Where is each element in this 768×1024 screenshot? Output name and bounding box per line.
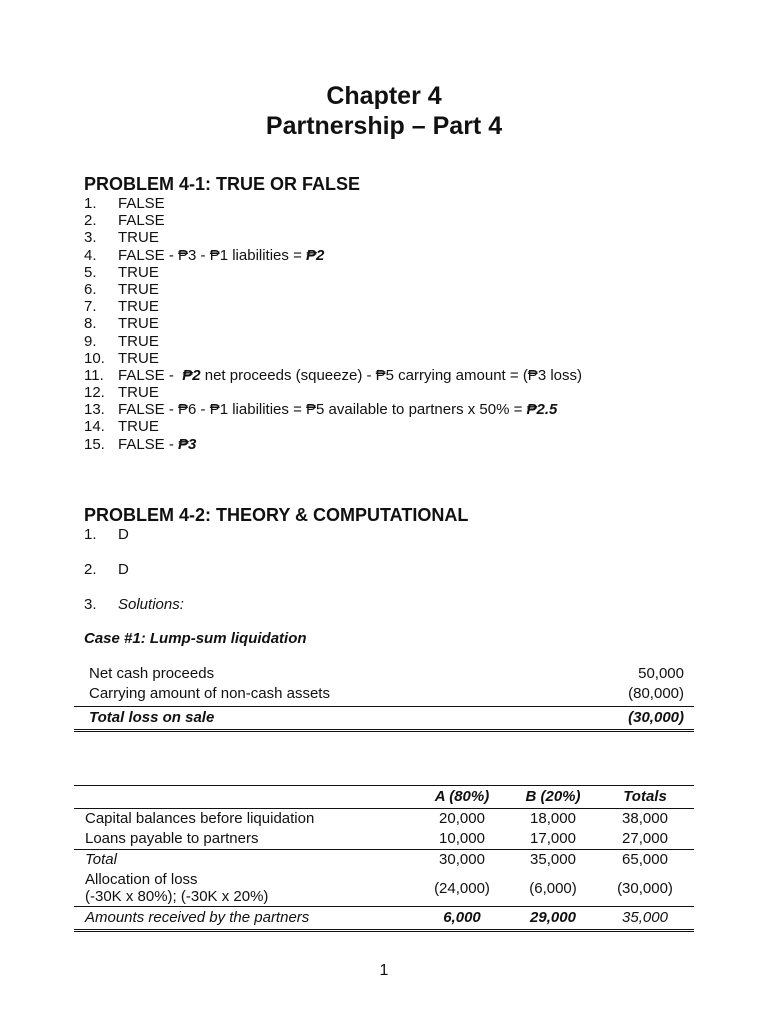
list-item: 10. TRUE [84, 349, 159, 367]
list-item: 7. TRUE [84, 298, 159, 316]
case-1-heading: Case #1: Lump-sum liquidation [84, 630, 307, 647]
column-header: B (20%) [510, 786, 596, 809]
list-item: 15. FALSE - ₱3 [84, 435, 197, 453]
list-item: 2. FALSE [84, 212, 165, 230]
list-item: 14. TRUE [84, 418, 159, 436]
column-header: A (80%) [414, 786, 510, 809]
list-item: 3. TRUE [84, 229, 159, 247]
list-item: 9. TRUE [84, 332, 159, 350]
problem-4-1-heading: PROBLEM 4-1: TRUE OR FALSE [84, 174, 361, 194]
list-item: 12. TRUE [84, 384, 159, 402]
list-item: 11. FALSE - ₱2 net proceeds (squeeze) - ₱5 carrying amount = (₱3 loss) [84, 366, 582, 384]
table-row: Total 30,000 35,000 65,000 [74, 850, 694, 871]
column-header: Totals [596, 786, 694, 809]
table-row-total: Total loss on sale (30,000) [74, 706, 694, 732]
chapter-subtitle: Partnership – Part 4 [265, 112, 503, 140]
table-row-total: Amounts received by the partners 6,000 29,000 35,000 [74, 907, 694, 931]
problem-4-2-heading: PROBLEM 4-2: THEORY & COMPUTATIONAL [84, 505, 469, 525]
true-false-list [84, 195, 582, 453]
table-row: Net cash proceeds 50,000 [89, 665, 684, 682]
table-row: Loans payable to partners 10,000 17,000 27,000 [85, 830, 668, 847]
list-item: 6. TRUE [84, 280, 159, 298]
list-item: 1. FALSE [84, 195, 165, 212]
page-number: 1 [379, 962, 389, 979]
list-item: 5. TRUE [84, 263, 159, 281]
partner-distribution-table [74, 785, 694, 932]
list-item: 8. TRUE [84, 315, 159, 333]
list-item: 3. Solutions: [84, 596, 184, 613]
table-row: Allocation of loss (-30K x 80%); (-30K x 20%) (24,000) (6,000) (30,000) [85, 871, 673, 905]
loss-on-sale-table [74, 664, 694, 732]
list-item: 4. FALSE - ₱3 - ₱1 liabilities = ₱2 [84, 246, 325, 264]
list-item: 1. D [84, 526, 129, 543]
list-item: 13. FALSE - ₱6 - ₱1 liabilities = ₱5 available to partners x 50% = ₱2.5 [84, 401, 558, 419]
table-row: Capital balances before liquidation 20,000 18,000 38,000 [85, 810, 668, 827]
table-header-row [74, 786, 694, 809]
list-item: 2. D [84, 561, 129, 578]
table-row: Carrying amount of non-cash assets (80,000) [89, 685, 684, 702]
chapter-title: Chapter 4 [326, 82, 442, 110]
